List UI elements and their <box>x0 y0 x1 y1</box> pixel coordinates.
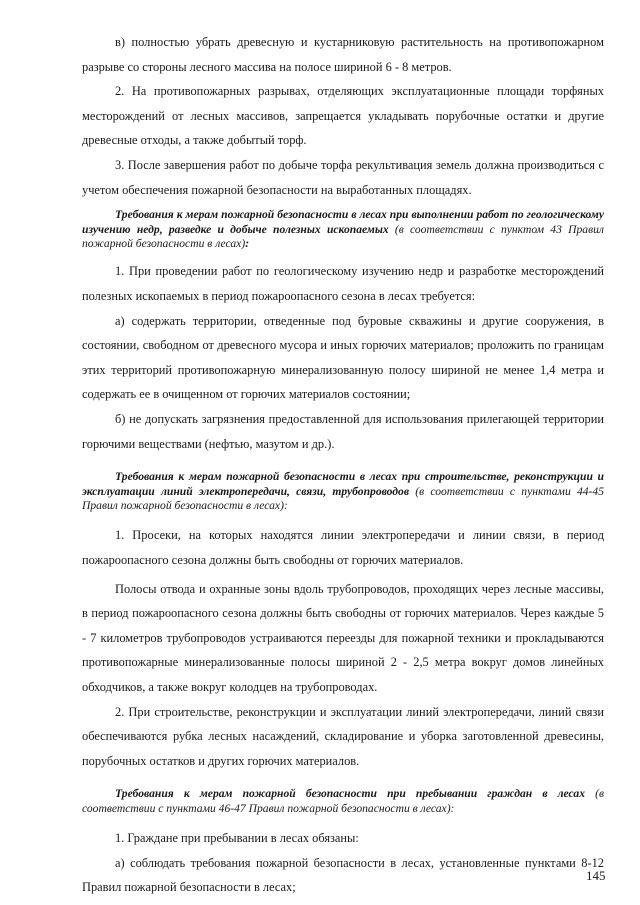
heading-title: Требования к мерам пожарной безопасности в лесах при выполнении работ по геологическому изучению недр, разведке и добыче полезных ископаемых <box>82 208 604 236</box>
paragraph-peat-firebreaks: 2. На противопожарных разрывах, отделяющих эксплуатационные площади торфяных месторождений от лесных массивов, запрещается укладывать порубочные остатки и другие древесные отходы, а также добытый торф. <box>82 84 604 148</box>
heading-title: Требования к мерам пожарной безопасности при пребывании граждан в лесах <box>115 787 585 801</box>
heading-power-lines <box>82 470 604 513</box>
heading-title: Требования к мерам пожарной безопасности в лесах при строительстве, реконструкции и эксплуатации линий электропередачи, связи, трубопроводов <box>82 470 604 498</box>
heading-reference: (в соответствии с пунктами 44-45 Правил пожарной безопасности в лесах): <box>82 484 604 512</box>
heading-geological-works <box>82 208 604 251</box>
paragraph-geological-requirements: 1. При проведении работ по геологическому изучению недр и разработке месторождений полезных ископаемых в период пожароопасного сезона в лесах требуется: <box>82 264 604 303</box>
page-number: 145 <box>586 868 606 883</box>
paragraph-no-pollution: б) не допускать загрязнения предоставленной для использования прилегающей территории горючими веществами (нефтью, мазутом и др.). <box>82 411 604 451</box>
heading-reference: (в соответствии с пунктами 46-47 Правил пожарной безопасности в лесах): <box>82 787 605 815</box>
paragraph-clear-vegetation: в) полностью убрать древесную и кустарниковую растительность на противопожарном разрыве со стороны лесного массива на полосе шириной 6 - 8 метров. <box>82 35 604 74</box>
paragraph-construction: 2. При строительстве, реконструкции и эксплуатации линий электропередачи, линий связи обеспечиваются рубка лесных насаждений, складирование и уборка заготовленной древесины, порубочных остатков и других горючих материалов. <box>82 704 604 768</box>
paragraph-clearings: 1. Просеки, на которых находятся линии электропередачи и линии связи, в период пожароопасного сезона должны быть свободны от горючих материалов. <box>82 528 604 567</box>
paragraph-pipelines: Полосы отвода и охранные зоны вдоль трубопроводов, проходящих через лесные массивы, в период пожароопасного сезона должны быть свободны от горючих материалов. Через каждые 5 - 7 километров трубопроводов устраиваются переезды для пожарной техники и прокладываются противопожарные минерализованные полосы шириной 2 - 2,5 метра вокруг домов линейных обходчиков, а также вокруг колодцев на трубопроводах. <box>82 581 604 694</box>
page-content <box>82 30 604 900</box>
paragraph-observe-requirements: а) соблюдать требования пожарной безопасности в лесах, установленные пунктами 8-12 Правил пожарной безопасности в лесах; <box>82 855 604 895</box>
heading-reference: (в соответствии с пунктом 43 Правил пожарной безопасности в лесах) <box>82 222 604 250</box>
paragraph-drilling-territory: а) содержать территории, отведенные под буровые скважины и другие сооружения, в состоянии, свободном от древесного мусора и иных горючих материалов; проложить по границам этих территорий противопожарную минерализованную полосу шириной не менее 1,4 метра и содержать ее в очищенном от горючих материалов состоянии; <box>82 313 604 402</box>
heading-citizens-in-forests <box>82 787 604 816</box>
paragraph-citizens-obliged: 1. Граждане при пребывании в лесах обязаны: <box>115 831 359 846</box>
paragraph-land-reclamation: 3. После завершения работ по добыче торфа рекультивация земель должна производиться с учетом обеспечения пожарной безопасности на выработанных площадях. <box>82 157 604 197</box>
heading-colon: : <box>245 236 250 250</box>
